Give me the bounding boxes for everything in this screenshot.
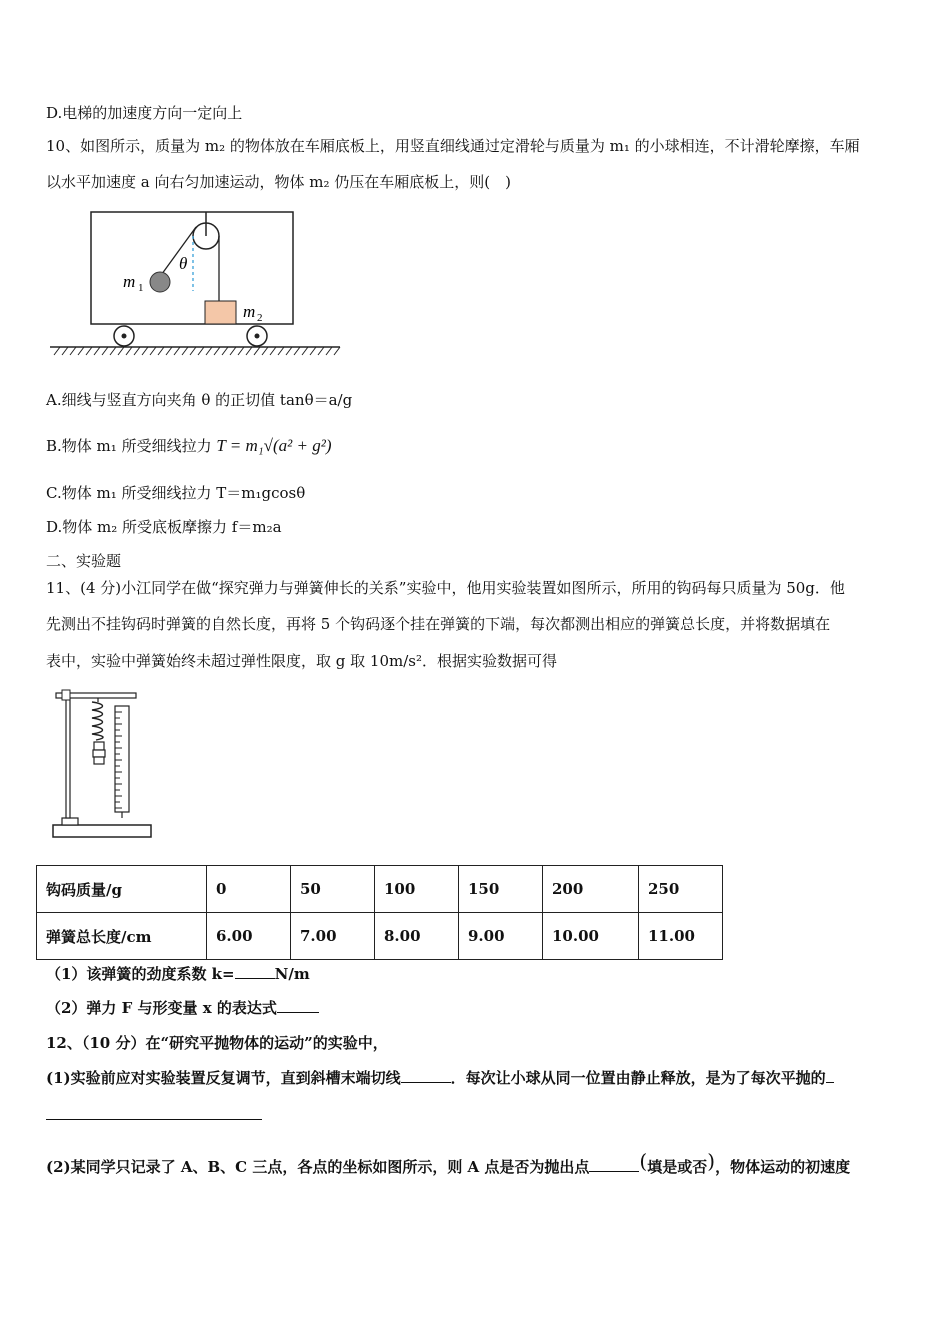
- q11-sub1-unit: N/m: [274, 965, 310, 983]
- q11-sub1-text: （1）该弹簧的劲度系数 k=: [46, 965, 235, 983]
- table-cell: 250: [639, 866, 723, 913]
- q12-paren-text: 填是或否: [647, 1158, 708, 1176]
- row-label-length: 弹簧总长度/cm: [37, 913, 207, 960]
- answer-blank[interactable]: [277, 998, 319, 1013]
- q11-text-line3: 表中，实验中弹簧始终未超过弹性限度，取 g 取 10m/s²．根据实验数据可得: [46, 652, 557, 670]
- row-label-mass: 钩码质量/g: [37, 866, 207, 913]
- q12-text-line1: 12、（10 分）在“研究平抛物体的运动”的实验中，: [46, 1034, 388, 1052]
- q10-text-line1: 10、如图所示，质量为 m₂ 的物体放在车厢底板上，用竖直细线通过定滑轮与质量为 m₁ 的小球相连，不计滑轮摩擦，车厢: [46, 137, 860, 155]
- table-cell: 11.00: [639, 913, 723, 960]
- answer-blank-continued[interactable]: [46, 1119, 262, 1120]
- q11-sub2-text: （2）弹力 F 与形变量 x 的表达式: [46, 999, 277, 1017]
- q11-text-line1: 11、(4 分)小江同学在做“探究弹力与弹簧伸长的关系”实验中，他用实验装置如图所示，所用的钩码每只质量为 50g．他: [46, 579, 845, 597]
- table-cell: 100: [375, 866, 459, 913]
- table-cell: 0: [207, 866, 291, 913]
- q12-sub1-text2: ．每次让小球从同一位置由静止释放，是为了每次平抛的: [450, 1069, 826, 1087]
- q12-sub2-text2: ，物体运动的初速度: [715, 1158, 851, 1176]
- m2-subscript: 2: [257, 312, 263, 324]
- spring-apparatus-figure: [50, 688, 160, 846]
- table-cell: 8.00: [375, 913, 459, 960]
- table-row: [37, 866, 723, 913]
- option-a: A.细线与竖直方向夹角 θ 的正切值 tanθ＝a/g: [46, 391, 353, 409]
- table-cell: 150: [459, 866, 543, 913]
- m2-label: m: [243, 302, 256, 321]
- q12-sub2-text: (2)某同学只记录了 A、B、C 三点，各点的坐标如图所示，则 A 点是否为抛出点: [46, 1158, 590, 1176]
- q12-sub1-text: (1)实验前应对实验装置反复调节，直到斜槽末端切线: [46, 1069, 401, 1087]
- q11-sub1: [46, 964, 310, 984]
- data-table: [36, 865, 723, 960]
- table-cell: 6.00: [207, 913, 291, 960]
- q12-sub2: [46, 1151, 850, 1177]
- q11-text-line2: 先测出不挂钩码时弹簧的自然长度，再将 5 个钩码逐个挂在弹簧的下端，每次都测出相应的弹簧总长度，并将数据填在: [46, 615, 831, 633]
- m1-subscript: 1: [138, 282, 144, 294]
- answer-blank[interactable]: [589, 1157, 639, 1172]
- option-b: [46, 436, 331, 456]
- table-cell: 10.00: [543, 913, 639, 960]
- open-paren: (: [639, 1149, 648, 1173]
- m1-label: m: [123, 272, 136, 291]
- carriage-figure: [48, 205, 348, 365]
- table-cell: 9.00: [459, 913, 543, 960]
- table-row: [37, 913, 723, 960]
- answer-blank[interactable]: [826, 1068, 834, 1083]
- table-cell: 50: [291, 866, 375, 913]
- table-cell: 200: [543, 866, 639, 913]
- option-d-previous: D.电梯的加速度方向一定向上: [46, 104, 243, 122]
- q11-sub2: [46, 998, 319, 1018]
- answer-blank[interactable]: [401, 1068, 451, 1083]
- answer-blank[interactable]: [235, 964, 275, 979]
- close-paren: ): [707, 1149, 716, 1173]
- option-c: C.物体 m₁ 所受细线拉力 T＝m₁gcosθ: [46, 484, 306, 502]
- theta-label: θ: [179, 254, 188, 273]
- section-heading: 二、实验题: [46, 552, 122, 570]
- option-b-text: B.物体 m₁ 所受细线拉力: [46, 437, 212, 455]
- q12-sub1: [46, 1068, 834, 1088]
- option-b-formula: T = m₁√(a² + g²): [216, 436, 332, 455]
- table-cell: 7.00: [291, 913, 375, 960]
- option-d: D.物体 m₂ 所受底板摩擦力 f＝m₂a: [46, 518, 282, 536]
- q10-text-line2: 以水平加速度 a 向右匀加速运动，物体 m₂ 仍压在车厢底板上，则( ): [46, 173, 511, 191]
